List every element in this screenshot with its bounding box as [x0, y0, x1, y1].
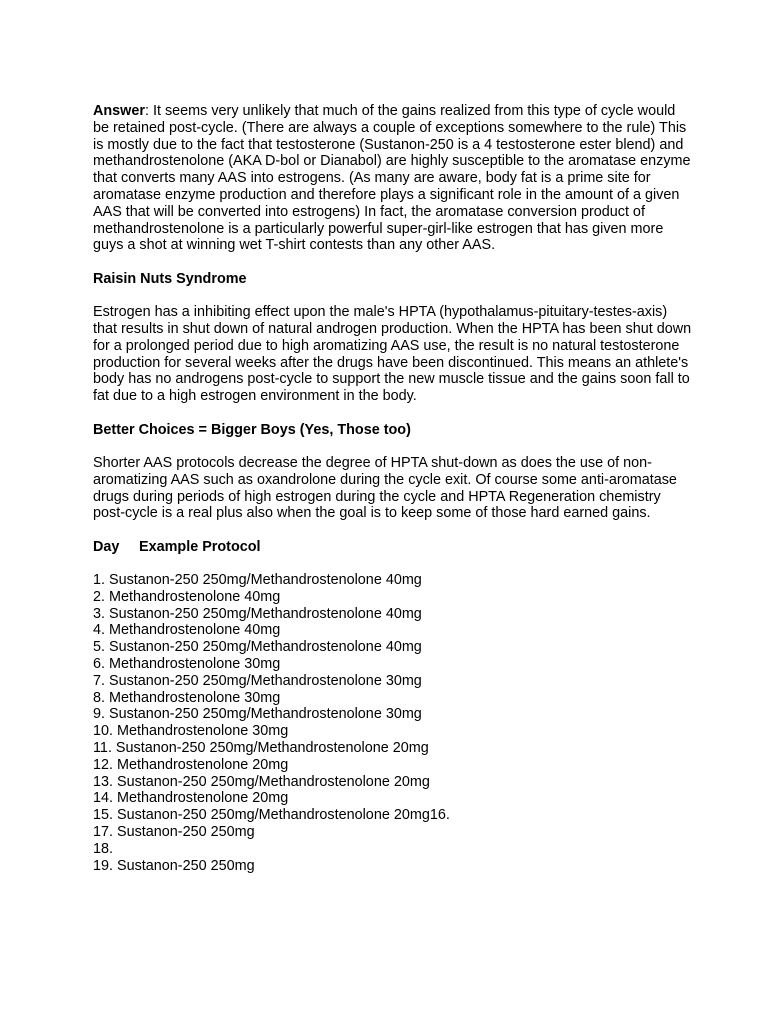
protocol-title: Example Protocol — [139, 538, 261, 555]
protocol-item: 7. Sustanon-250 250mg/Methandrostenolone 30mg — [93, 672, 422, 689]
answer-paragraph — [93, 103, 693, 254]
protocol-item: 8. Methandrostenolone 30mg — [93, 689, 281, 706]
answer-label: Answer — [93, 103, 145, 119]
protocol-item: 14. Methandrostenolone 20mg — [93, 790, 289, 807]
answer-text: : It seems very unlikely that much of the gains realized from this type of cycle would be retained post-cycle. (There are always a couple of exceptions somewhere to the rule) This is mostly due to the fact that testosterone (Sustanon-250 is a 4 testosterone ester blend) and methandrostenolone (AKA D-bol or Dianabol) are highly susceptible to the aromatase enzyme that converts many AAS into estrogens. (As many are aware, body fat is a prime site for aromatase enzyme production and therefore plays a significant role in the amount of a given AAS that will be converted into estrogens) In fact, the aromatase conversion product of methandrostenolone is a particularly powerful super-girl-like estrogen that has given more guys a shot at winning wet T-shirt contests than any other AAS. — [93, 103, 691, 254]
protocol-list — [93, 572, 693, 874]
protocol-item: 10. Methandrostenolone 30mg — [93, 723, 289, 740]
document-body — [93, 103, 693, 874]
protocol-item: 18. — [93, 840, 114, 857]
section-body-better-choices: Shorter AAS protocols decrease the degree of HPTA shut-down as does the use of non-aromatizing AAS such as oxandrolone during the cycle exit. Of course some anti-aromatase drugs during periods of high estrogen during the cycle and HPTA Regeneration chemistry post-cycle is a real plus also when the goal is to keep some of those hard earned gains. — [93, 454, 677, 522]
protocol-item: 15. Sustanon-250 250mg/Methandrostenolone 20mg16. — [93, 807, 450, 824]
protocol-item: 19. Sustanon-250 250mg — [93, 857, 255, 874]
protocol-item: 11. Sustanon-250 250mg/Methandrostenolone 20mg — [93, 740, 429, 757]
section-heading-raisin-nuts: Raisin Nuts Syndrome — [93, 270, 247, 287]
section-body-raisin-nuts: Estrogen has a inhibiting effect upon the male's HPTA (hypothalamus-pituitary-testes-axis) that results in shut down of natural androgen production. When the HPTA has been shut down for a prolonged period due to high aromatizing AAS use, the result is no natural testosterone production for several weeks after the drugs have been discontinued. This means an athlete's body has no androgens post-cycle to support the new muscle tissue and the gains soon fall to fat due to a high estrogen environment in the body. — [93, 304, 692, 405]
protocol-item: 17. Sustanon-250 250mg — [93, 824, 255, 841]
protocol-item: 5. Sustanon-250 250mg/Methandrostenolone 40mg — [93, 639, 422, 656]
protocol-item: 2. Methandrostenolone 40mg — [93, 588, 281, 605]
protocol-item: 1. Sustanon-250 250mg/Methandrostenolone 40mg — [93, 572, 422, 589]
protocol-day-label: Day — [93, 538, 120, 555]
protocol-item: 13. Sustanon-250 250mg/Methandrostenolone 20mg — [93, 773, 430, 790]
protocol-item: 12. Methandrostenolone 20mg — [93, 756, 289, 773]
protocol-item: 3. Sustanon-250 250mg/Methandrostenolone 40mg — [93, 605, 422, 622]
protocol-heading — [93, 539, 693, 556]
protocol-item: 4. Methandrostenolone 40mg — [93, 622, 281, 639]
protocol-item: 6. Methandrostenolone 30mg — [93, 656, 281, 673]
section-heading-better-choices: Better Choices = Bigger Boys (Yes, Those too) — [93, 421, 411, 438]
protocol-item: 9. Sustanon-250 250mg/Methandrostenolone 30mg — [93, 706, 422, 723]
